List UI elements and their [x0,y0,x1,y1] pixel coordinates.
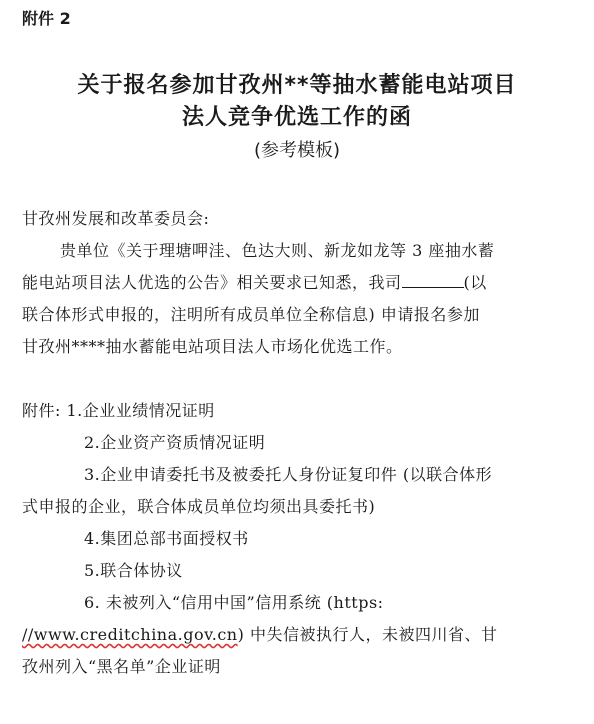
attachment-list-item-continued [22,622,497,645]
document-subtitle: (参考模板) [253,140,341,161]
document-title-line1: 关于报名参加甘孜州**等抽水蓄能电站项目 [77,73,517,98]
attachment-list-item [22,398,215,421]
paragraph-line [22,270,487,293]
document-title-line2: 法人竞争优选工作的函 [181,105,412,130]
attachment-list-item: 6. 未被列入“信用中国”信用系统 (https: [84,593,384,612]
attachment-list-item: 2.企业资产资质情况证明 [84,433,266,452]
attachment-item-text: 1.企业业绩情况证明 [66,401,215,420]
salutation: 甘孜州发展和改革委员会: [22,209,210,228]
attachment-list-item-continued: 式申报的企业，联合体成员单位均须出具委托书) [22,497,376,516]
attachment-list-item: 5.联合体协议 [84,561,183,580]
attachment-list-label: 附件: [22,401,61,420]
paragraph-text: (以 [463,273,487,292]
attachment-list-item: 4.集团总部书面授权书 [84,529,249,548]
attachment-label: 附件 2 [22,9,71,28]
attachment-list-item-continued: 孜州列入“黑名单”企业证明 [22,657,221,676]
paragraph-line: 甘孜州****抽水蓄能电站项目法人市场化优选工作。 [22,337,403,356]
paragraph-line: 联合体形式申报的，注明所有成员单位全称信息) 申请报名参加 [22,305,480,324]
company-name-blank [402,273,464,288]
attachment-item-text: ) 中失信被执行人，未被四川省、甘 [237,625,498,644]
credit-china-url: //www.creditchina.gov.cn [22,625,238,644]
attachment-list-item: 3.企业申请委托书及被委托人身份证复印件 (以联合体形 [84,465,493,484]
paragraph-line: 贵单位《关于理塘呷洼、色达大则、新龙如龙等 3 座抽水蓄 [60,241,495,260]
paragraph-text: 能电站项目法人优选的公告》相关要求已知悉，我司 [22,273,402,292]
